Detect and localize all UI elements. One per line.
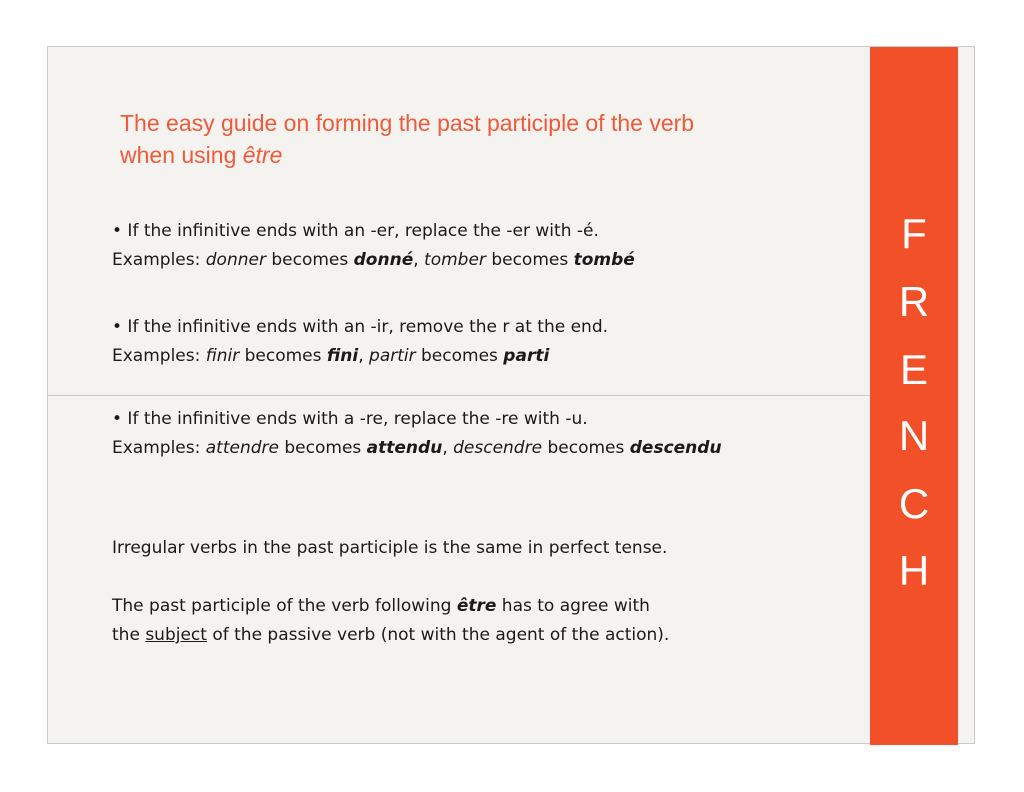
band-letter-c: C [898,480,930,527]
separator: , [442,438,454,458]
band-letter-f: F [901,210,927,257]
band-letter-h: H [898,547,930,594]
band-letter-n: N [898,412,930,459]
example-infinitive: descendre [453,438,543,458]
example-participle: fini [326,346,359,366]
becomes-word: becomes [542,438,630,458]
examples-label: Examples: [112,250,206,270]
rule-ir-examples [112,342,549,371]
title-line-1: The easy guide on forming the past participle of the verb [120,110,695,136]
agreement-note-line-1 [112,592,650,621]
separator: , [413,250,425,270]
slide-title [120,107,880,171]
band-letter-e: E [899,346,928,393]
becomes-word: becomes [415,346,504,366]
becomes-word: becomes [278,438,367,458]
example-participle: tombé [573,250,635,270]
rule-er-text: • If the infinitive ends with an -er, replace the -er with -é. [112,221,599,241]
band-letter-r: R [898,278,930,325]
irregular-note: Irregular verbs in the past participle is the same in perfect tense. [112,538,668,558]
section-divider [48,395,870,396]
separator: , [358,346,370,366]
example-participle: descendu [629,438,722,458]
agreement-text: the [112,625,146,645]
example-infinitive: partir [369,346,416,366]
becomes-word: becomes [239,346,327,366]
agreement-text: has to agree with [496,596,650,616]
becomes-word: becomes [265,250,354,270]
example-infinitive: attendre [205,438,279,458]
example-infinitive: finir [205,346,240,366]
example-infinitive: donner [205,250,266,270]
rule-er-examples [112,246,635,275]
becomes-word: becomes [485,250,574,270]
example-participle: donné [353,250,414,270]
title-line-2: when using [120,142,243,168]
rule-ir-text: • If the infinitive ends with an -ir, remove the r at the end. [112,317,609,337]
agreement-text: The past participle of the verb following [112,596,457,616]
verb-etre: être [456,596,497,616]
slide [47,46,975,744]
title-verb-etre: être [242,142,283,168]
examples-label: Examples: [112,438,206,458]
agreement-note-line-2 [112,621,669,650]
rule-re-examples [112,434,722,463]
rule-re-text: • If the infinitive ends with a -re, replace the -re with -u. [112,409,588,429]
example-infinitive: tomber [424,250,486,270]
french-side-band [870,47,958,745]
example-participle: parti [503,346,550,366]
agreement-text: of the passive verb (not with the agent of the action). [206,625,670,645]
examples-label: Examples: [112,346,206,366]
subject-underlined: subject [145,625,207,645]
example-participle: attendu [366,438,443,458]
